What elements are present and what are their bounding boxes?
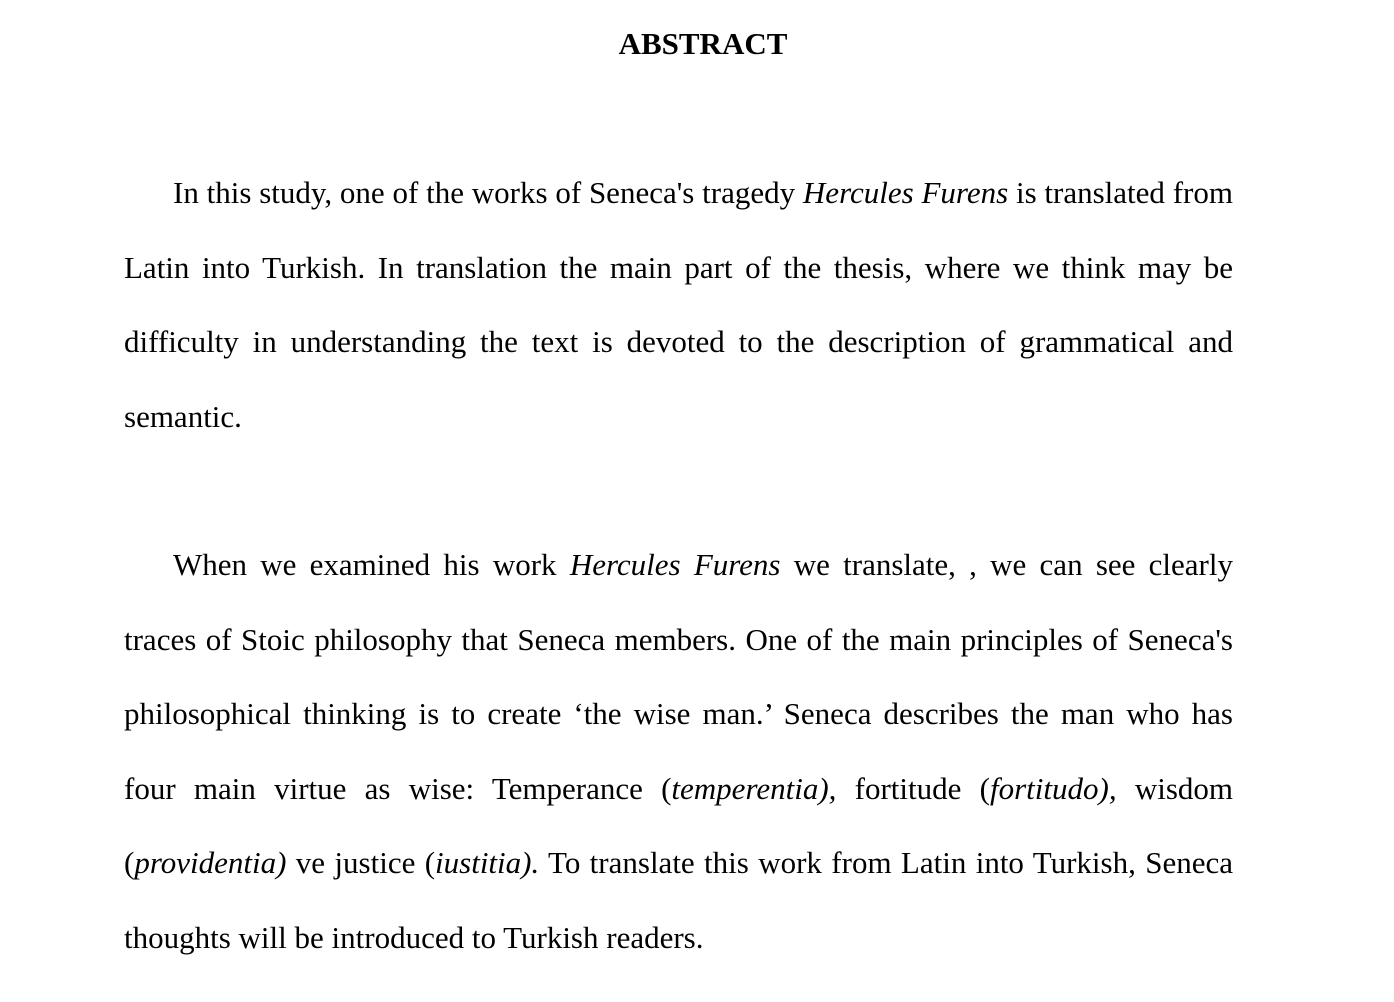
paragraph-2-text-6: To translate this work from Latin into Turkish, Seneca thoughts will be introduced to Turkish readers. [124, 845, 1233, 955]
paragraph-2-text-1: When we examined his work [173, 547, 570, 582]
paragraph-2-italic-fortitudo: fortitudo), [989, 770, 1117, 806]
paragraph-2-italic-providentia: providentia) [134, 845, 287, 880]
paragraph-2-text-2: we translate, , we can see clearly traces of Stoic philosophy that Seneca members. One of the main principles of Seneca's philosophical thinking is to create ‘the wise man.’ Seneca describes the man who has four main virtue as wise: Temperance ( [124, 547, 1233, 806]
abstract-paragraph-2 [124, 528, 1233, 975]
paragraph-2-text-4: wisdom ( [124, 770, 1233, 880]
paragraph-2-text-3: fortitude ( [836, 770, 990, 806]
abstract-paragraph-1 [124, 156, 1233, 454]
paragraph-1-text-1: In this study, one of the works of Seneca's tragedy [173, 175, 803, 210]
paragraph-2-italic-iustitia: iustitia). [435, 845, 540, 880]
paragraph-1-text-2: is translated from Latin into Turkish. In translation the main part of the thesis, where we think may be difficulty in understanding the text is devoted to the description of grammatical and semantic. [124, 175, 1233, 434]
paragraph-2-text-5: ve justice ( [286, 845, 436, 880]
paragraph-2-italic-temperentia: temperentia), [671, 770, 837, 806]
paragraph-1-italic-title: Hercules Furens [802, 175, 1009, 210]
page-title: ABSTRACT [618, 26, 788, 61]
paragraph-2-italic-title: Hercules Furens [569, 547, 781, 582]
